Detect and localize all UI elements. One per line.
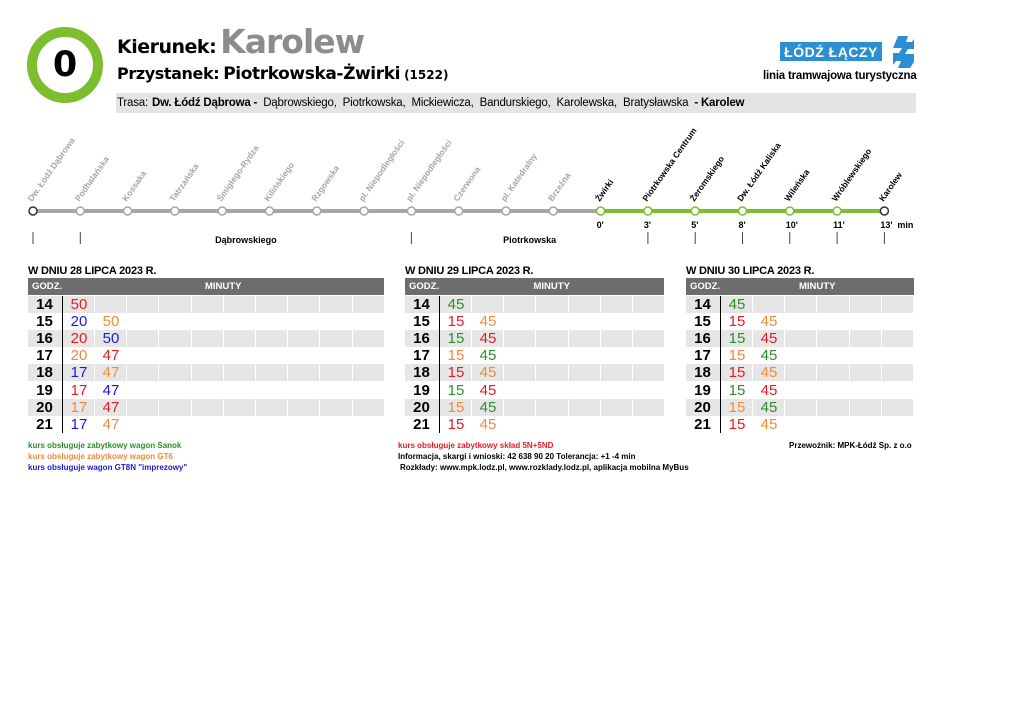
direction-label: Kierunek: bbox=[117, 36, 217, 58]
legend-gt8n: kurs obsługuje wagon GT8N "imprezowy" bbox=[28, 463, 188, 472]
minute-cell: 15 bbox=[728, 398, 746, 416]
stop-marker bbox=[644, 207, 652, 215]
minute-cell: 15 bbox=[728, 381, 746, 399]
cell-divider bbox=[849, 364, 850, 381]
lodz-laczy-logo: ŁÓDŹ ŁĄCZY bbox=[780, 42, 882, 61]
cell-divider bbox=[600, 296, 601, 313]
timetable-grid bbox=[405, 296, 664, 433]
minute-cell: 50 bbox=[102, 330, 120, 348]
hour-cell: 17 bbox=[694, 347, 711, 365]
stop-name-label: Karolew bbox=[876, 170, 905, 204]
cell-divider bbox=[126, 296, 127, 313]
stop-time-label: 3' bbox=[643, 220, 652, 230]
minute-cell: 15 bbox=[447, 415, 465, 433]
stop-name-label: Czerwona bbox=[451, 164, 483, 204]
minute-cell: 15 bbox=[728, 347, 746, 365]
hour-cell: 20 bbox=[413, 398, 430, 416]
timetable-row bbox=[405, 313, 664, 330]
cell-divider bbox=[535, 399, 536, 416]
hour-divider bbox=[720, 296, 721, 433]
hour-cell: 16 bbox=[413, 330, 430, 348]
cell-divider bbox=[158, 399, 159, 416]
timetable-grid bbox=[686, 296, 914, 433]
minute-cell: 45 bbox=[479, 347, 497, 365]
minute-cell: 15 bbox=[447, 398, 465, 416]
cell-divider bbox=[158, 330, 159, 347]
stop-time-label: 10' bbox=[785, 220, 798, 230]
cell-divider bbox=[816, 296, 817, 313]
stop-name-label: Kilińskiego bbox=[261, 160, 297, 204]
stop-marker bbox=[455, 207, 463, 215]
hour-cell: 14 bbox=[413, 296, 430, 313]
cell-divider bbox=[319, 364, 320, 381]
stop-name-label: Dw. Łódź Dąbrowa bbox=[25, 135, 77, 204]
city-logo-icon bbox=[890, 34, 918, 70]
timetable-row bbox=[405, 364, 664, 381]
cell-divider bbox=[384, 296, 385, 313]
stop-name-label: Żwirki bbox=[593, 177, 616, 204]
hour-cell: 20 bbox=[694, 398, 711, 416]
cell-divider bbox=[632, 330, 633, 347]
route-start: Dw. Łódź Dąbrowa - bbox=[151, 97, 258, 109]
cell-divider bbox=[632, 364, 633, 381]
stop-marker bbox=[549, 207, 557, 215]
stop-marker bbox=[502, 207, 510, 215]
cell-divider bbox=[223, 296, 224, 313]
timetable-header bbox=[28, 278, 384, 295]
minute-cell: 20 bbox=[70, 313, 88, 331]
info-line: Informacja, skargi i wnioski: 42 638 90 20 Tolerancja: +1 -4 min bbox=[398, 452, 636, 461]
cell-divider bbox=[503, 296, 504, 313]
direction-value: Karolew bbox=[220, 22, 365, 61]
stop-marker bbox=[76, 207, 84, 215]
timetable-row bbox=[405, 347, 664, 364]
cell-divider bbox=[881, 296, 882, 313]
timetable-row bbox=[28, 313, 384, 330]
hour-cell: 14 bbox=[36, 296, 53, 313]
minute-cell: 45 bbox=[479, 313, 497, 331]
cell-divider bbox=[158, 364, 159, 381]
timetable-row bbox=[28, 416, 384, 433]
minute-cell: 50 bbox=[102, 313, 120, 331]
hour-cell: 16 bbox=[694, 330, 711, 348]
minute-cell: 17 bbox=[70, 364, 88, 382]
minute-cell: 47 bbox=[102, 381, 120, 399]
timetable-row bbox=[405, 296, 664, 313]
minute-cell: 47 bbox=[102, 364, 120, 382]
hour-cell: 19 bbox=[413, 381, 430, 399]
stop-name: Piotrkowska-Żwirki bbox=[223, 64, 401, 84]
hours-column-header: GODZ. bbox=[690, 281, 721, 292]
cell-divider bbox=[535, 330, 536, 347]
cell-divider bbox=[384, 330, 385, 347]
stop-time-label: 5' bbox=[691, 220, 699, 230]
cell-divider bbox=[223, 330, 224, 347]
minute-cell: 15 bbox=[447, 381, 465, 399]
legend-gt6: kurs obsługuje zabytkowy wagon GT6 bbox=[28, 452, 173, 461]
stop-marker bbox=[597, 207, 605, 215]
stop-marker bbox=[833, 207, 841, 215]
timetable-row bbox=[28, 347, 384, 364]
cell-divider bbox=[535, 296, 536, 313]
minute-cell: 45 bbox=[479, 381, 497, 399]
hour-divider bbox=[439, 296, 440, 433]
minute-cell: 45 bbox=[760, 313, 778, 331]
stop-time-label: 0' bbox=[596, 220, 604, 230]
route-street: Mickiewicza, bbox=[411, 97, 474, 109]
line-number-badge bbox=[27, 27, 103, 103]
timetable-title: W DNIU 30 LIPCA 2023 R. bbox=[686, 265, 815, 277]
hour-cell: 21 bbox=[36, 415, 53, 433]
minute-cell: 45 bbox=[479, 364, 497, 382]
hour-cell: 15 bbox=[694, 313, 711, 331]
stop-marker bbox=[739, 207, 747, 215]
cell-divider bbox=[352, 330, 353, 347]
timetable-title: W DNIU 28 LIPCA 2023 R. bbox=[28, 265, 157, 277]
stop-marker bbox=[786, 207, 794, 215]
stop-name-label: pl. Niepodległości bbox=[356, 137, 407, 204]
timetable-row bbox=[28, 382, 384, 399]
stop-name-label: Podhalańska bbox=[72, 154, 112, 204]
timetable-row bbox=[405, 416, 664, 433]
stop-name-label: pl. Niepodległości bbox=[403, 137, 454, 204]
minute-cell: 45 bbox=[760, 347, 778, 365]
hours-column-header: GODZ. bbox=[409, 281, 440, 292]
cell-divider bbox=[632, 296, 633, 313]
route-diagram bbox=[0, 125, 1019, 250]
cell-divider bbox=[223, 364, 224, 381]
hour-cell: 18 bbox=[413, 364, 430, 382]
cell-divider bbox=[223, 399, 224, 416]
minute-cell: 50 bbox=[70, 296, 88, 313]
timetable-row bbox=[28, 330, 384, 347]
minute-cell: 15 bbox=[728, 415, 746, 433]
minute-cell: 45 bbox=[479, 398, 497, 416]
stop-marker bbox=[29, 207, 37, 215]
cell-divider bbox=[191, 330, 192, 347]
timetable-row bbox=[405, 399, 664, 416]
cell-divider bbox=[287, 296, 288, 313]
stop-row bbox=[117, 64, 448, 84]
route-street: Piotrkowska, bbox=[342, 97, 406, 109]
timetable-title: W DNIU 29 LIPCA 2023 R. bbox=[405, 265, 534, 277]
stop-time-label: 8' bbox=[738, 220, 746, 230]
hours-column-header: GODZ. bbox=[32, 281, 63, 292]
cell-divider bbox=[191, 364, 192, 381]
minute-cell: 45 bbox=[760, 398, 778, 416]
cell-divider bbox=[352, 399, 353, 416]
hour-cell: 21 bbox=[694, 415, 711, 433]
cell-divider bbox=[568, 296, 569, 313]
stop-name-label: Brzeźna bbox=[545, 170, 573, 204]
stop-name-label: Wileńska bbox=[782, 167, 812, 204]
minute-cell: 15 bbox=[728, 330, 746, 348]
minute-cell: 15 bbox=[447, 347, 465, 365]
cell-divider bbox=[568, 364, 569, 381]
route-street: Bratysławska bbox=[622, 97, 689, 109]
cell-divider bbox=[319, 399, 320, 416]
hour-cell: 15 bbox=[413, 313, 430, 331]
cell-divider bbox=[319, 330, 320, 347]
hour-cell: 14 bbox=[694, 296, 711, 313]
stop-name-label: pl. Katedralny bbox=[498, 151, 539, 204]
minute-cell: 20 bbox=[70, 347, 88, 365]
street-section-label: Piotrkowska bbox=[503, 235, 557, 245]
cell-divider bbox=[600, 364, 601, 381]
route-bar bbox=[116, 93, 916, 113]
minute-cell: 17 bbox=[70, 398, 88, 416]
stop-time-label: 11' bbox=[833, 220, 845, 230]
hour-divider bbox=[62, 296, 63, 433]
cell-divider bbox=[849, 296, 850, 313]
carrier-line: Przewoźnik: MPK-Łódź Sp. z o.o bbox=[789, 441, 912, 450]
cell-divider bbox=[191, 296, 192, 313]
cell-divider bbox=[881, 399, 882, 416]
hour-cell: 19 bbox=[36, 381, 53, 399]
minute-cell: 15 bbox=[447, 364, 465, 382]
timetable-row bbox=[405, 330, 664, 347]
route-label: Trasa: bbox=[117, 97, 148, 109]
hour-cell: 20 bbox=[36, 398, 53, 416]
minute-cell: 15 bbox=[728, 313, 746, 331]
schedules-line: Rozkłady: www.mpk.lodz.pl, www.rozklady.lodz.pl, aplikacja mobilna MyBus bbox=[400, 463, 689, 472]
minute-cell: 45 bbox=[479, 415, 497, 433]
cell-divider bbox=[255, 364, 256, 381]
cell-divider bbox=[632, 399, 633, 416]
cell-divider bbox=[535, 364, 536, 381]
cell-divider bbox=[191, 399, 192, 416]
cell-divider bbox=[255, 399, 256, 416]
minute-cell: 47 bbox=[102, 398, 120, 416]
cell-divider bbox=[816, 330, 817, 347]
minute-cell: 45 bbox=[760, 364, 778, 382]
cell-divider bbox=[600, 399, 601, 416]
timetable-row bbox=[405, 382, 664, 399]
stop-time-label: 13' bbox=[880, 220, 893, 230]
cell-divider bbox=[568, 330, 569, 347]
stop-name-label: Wróblewskiego bbox=[829, 146, 874, 204]
minute-cell: 20 bbox=[70, 330, 88, 348]
minute-cell: 45 bbox=[447, 296, 465, 313]
stop-marker bbox=[691, 207, 699, 215]
stop-label: Przystanek: bbox=[117, 64, 220, 83]
timetable-header bbox=[686, 278, 914, 295]
timetable-header bbox=[405, 278, 664, 295]
route-end: - Karolew bbox=[694, 97, 745, 109]
minute-cell: 15 bbox=[447, 330, 465, 348]
cell-divider bbox=[816, 399, 817, 416]
hour-cell: 19 bbox=[694, 381, 711, 399]
route-street: Karolewska, bbox=[556, 97, 617, 109]
timetable-row bbox=[28, 296, 384, 313]
stop-marker bbox=[124, 207, 132, 215]
hour-cell: 21 bbox=[413, 415, 430, 433]
cell-divider bbox=[849, 399, 850, 416]
stop-marker bbox=[880, 207, 888, 215]
minute-cell: 17 bbox=[70, 381, 88, 399]
line-number: 0 bbox=[52, 45, 78, 85]
cell-divider bbox=[287, 399, 288, 416]
minute-cell: 15 bbox=[728, 364, 746, 382]
timetable-row bbox=[28, 364, 384, 381]
stop-name-label: Piotrkowska Centrum bbox=[640, 125, 699, 204]
cell-divider bbox=[384, 364, 385, 381]
stop-marker bbox=[360, 207, 368, 215]
cell-divider bbox=[913, 364, 914, 381]
direction-row bbox=[117, 22, 364, 64]
minute-cell: 45 bbox=[760, 415, 778, 433]
hour-cell: 18 bbox=[36, 364, 53, 382]
cell-divider bbox=[913, 330, 914, 347]
cell-divider bbox=[881, 330, 882, 347]
cell-divider bbox=[158, 296, 159, 313]
hour-cell: 17 bbox=[413, 347, 430, 365]
cell-divider bbox=[913, 296, 914, 313]
minute-cell: 45 bbox=[760, 330, 778, 348]
stop-marker bbox=[218, 207, 226, 215]
cell-divider bbox=[568, 399, 569, 416]
stop-marker bbox=[313, 207, 321, 215]
stop-code: (1522) bbox=[404, 68, 449, 82]
stop-name-label: Kossaka bbox=[120, 168, 149, 204]
minute-cell: 15 bbox=[447, 313, 465, 331]
route-street: Dąbrowskiego, bbox=[263, 97, 337, 109]
minutes-column-header: MINUTY bbox=[799, 281, 836, 292]
cell-divider bbox=[816, 364, 817, 381]
cell-divider bbox=[784, 296, 785, 313]
cell-divider bbox=[849, 330, 850, 347]
cell-divider bbox=[600, 330, 601, 347]
hour-cell: 16 bbox=[36, 330, 53, 348]
minute-cell: 45 bbox=[728, 296, 746, 313]
timetable-grid bbox=[28, 296, 384, 433]
minute-cell: 47 bbox=[102, 347, 120, 365]
minute-cell: 45 bbox=[760, 381, 778, 399]
stop-marker bbox=[407, 207, 415, 215]
stop-name-label: Tatrzańska bbox=[167, 161, 201, 204]
minutes-column-header: MINUTY bbox=[533, 281, 570, 292]
cell-divider bbox=[287, 364, 288, 381]
hour-cell: 17 bbox=[36, 347, 53, 365]
timetable-row bbox=[28, 399, 384, 416]
minutes-column-header: MINUTY bbox=[205, 281, 242, 292]
cell-divider bbox=[287, 330, 288, 347]
stop-name-label: Żeromskiego bbox=[687, 154, 727, 204]
cell-divider bbox=[255, 330, 256, 347]
cell-divider bbox=[384, 399, 385, 416]
cell-divider bbox=[913, 399, 914, 416]
stop-name-label: Śmigłego-Rydza bbox=[214, 143, 261, 204]
cell-divider bbox=[255, 296, 256, 313]
stop-marker bbox=[171, 207, 179, 215]
hour-cell: 15 bbox=[36, 313, 53, 331]
stop-marker bbox=[266, 207, 274, 215]
minute-cell: 47 bbox=[102, 415, 120, 433]
legend-sanok: kurs obsługuje zabytkowy wagon Sanok bbox=[28, 441, 182, 450]
legend-5n5nd: kurs obsługuje zabytkowy skład 5N+5ND bbox=[398, 441, 554, 450]
cell-divider bbox=[352, 296, 353, 313]
route-street: Bandurskiego, bbox=[479, 97, 551, 109]
stop-name-label: Dw. Łódź Kaliska bbox=[734, 140, 783, 204]
cell-divider bbox=[881, 364, 882, 381]
cell-divider bbox=[319, 296, 320, 313]
hour-cell: 18 bbox=[694, 364, 711, 382]
street-section-label: Dąbrowskiego bbox=[215, 235, 277, 245]
cell-divider bbox=[352, 364, 353, 381]
time-unit-label: min bbox=[897, 220, 914, 230]
minute-cell: 45 bbox=[479, 330, 497, 348]
stop-name-label: Rzgowska bbox=[309, 163, 342, 204]
line-type-label: linia tramwajowa turystyczna bbox=[763, 70, 917, 82]
minute-cell: 17 bbox=[70, 415, 88, 433]
